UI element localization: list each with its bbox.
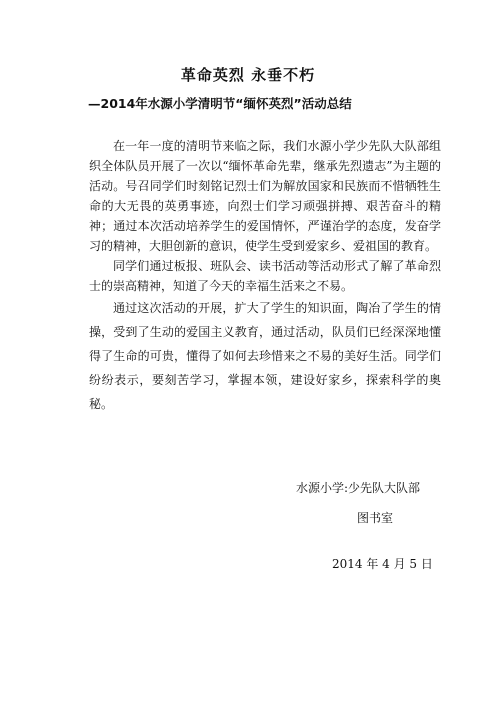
document-subtitle: —2014年水源小学清明节“缅怀英烈”活动总结 bbox=[88, 96, 352, 111]
paragraph-1: 在一年一度的清明节来临之际，我们水源小学少先队大队部组织全体队员开展了一次以“缅怀革命先辈，继承先烈遗志”为主题的活动。号召同学们时刻铭记烈士们为解放国家和民族而不惜牺牲生命的大无畏的英勇事迹，向烈士们学习顽强拼搏、艰苦奋斗的精神；通过本次活动培养学生的爱国情怀，严谨治学的态度，发奋学习的精神，大胆创新的意识，使学生受到爱家乡、爱祖国的教育。 bbox=[89, 139, 441, 253]
signature-department: 图书室 bbox=[357, 511, 394, 525]
paragraph-3: 通过这次活动的开展，扩大了学生的知识面，陶冶了学生的情操，受到了生动的爱国主义教育，通过活动，队员们已经深深地懂得了生命的可贵，懂得了如何去珍惜来之不易的美好生活。同学们纷纷表示，要刻苦学习，掌握本领，建设好家乡，探索科学的奥秘。 bbox=[89, 301, 441, 411]
signature-organization: 水源小学:少先队大队部 bbox=[296, 481, 421, 495]
document-title: 革命英烈 永垂不朽 bbox=[180, 66, 316, 84]
signature-date: 2014 年 4 月 5 日 bbox=[332, 557, 433, 571]
document-body bbox=[89, 136, 441, 416]
paragraph-2: 同学们通过板报、班队会、读书活动等活动形式了解了革命烈士的崇高精神，知道了今天的幸福生活来之不易。 bbox=[89, 259, 441, 293]
